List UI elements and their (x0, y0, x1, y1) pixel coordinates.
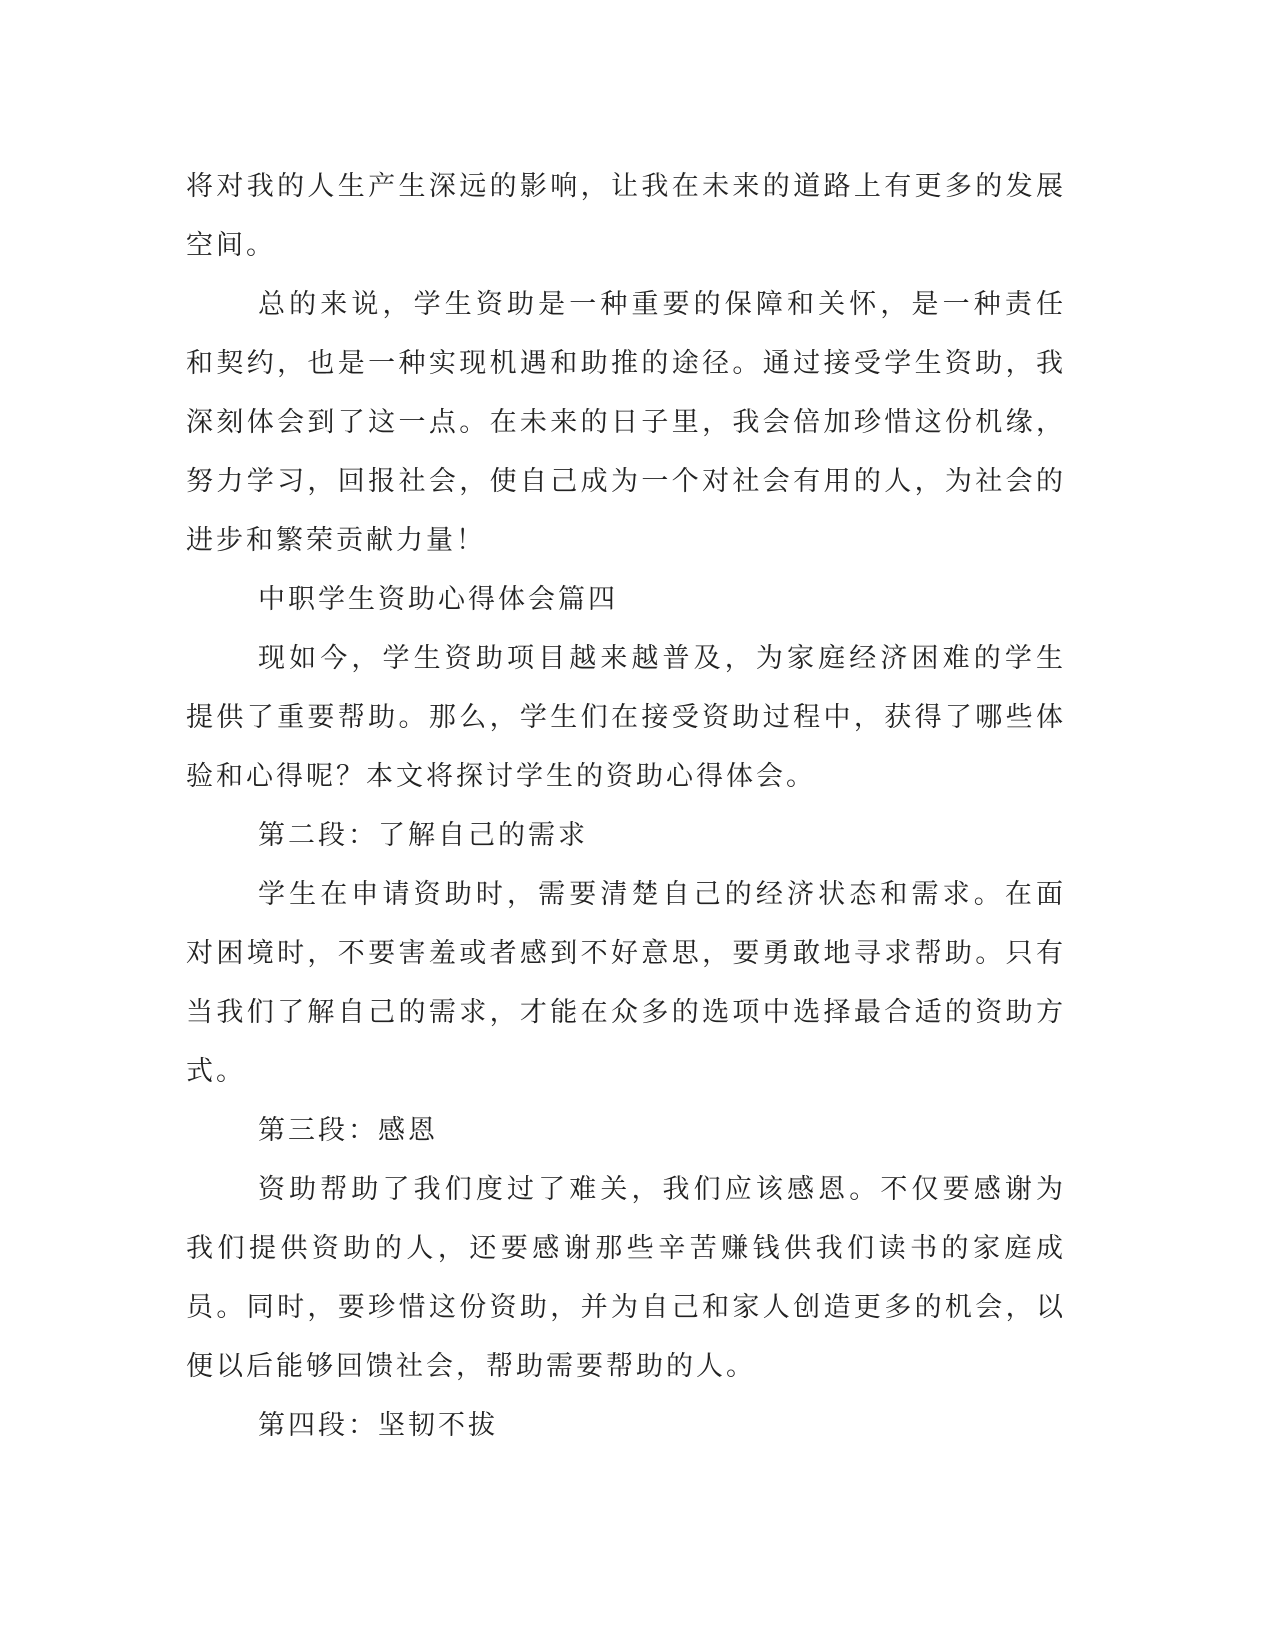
section-heading-4: 第四段：坚韧不拔 (258, 1410, 498, 1441)
document-body (186, 157, 1066, 1455)
paragraph-gratitude: 资助帮助了我们度过了难关，我们应该感恩。不仅要感谢为我们提供资助的人，还要感谢那些辛苦赚钱供我们读书的家庭成员。同时，要珍惜这份资助，并为自己和家人创造更多的机会，以便以后能够回馈社会，帮助需要帮助的人。 (186, 1174, 1066, 1382)
paragraph-summary: 总的来说，学生资助是一种重要的保障和关怀，是一种责任和契约，也是一种实现机遇和助推的途径。通过接受学生资助，我深刻体会到了这一点。在未来的日子里，我会倍加珍惜这份机缘，努力学习，回报社会，使自己成为一个对社会有用的人，为社会的进步和繁荣贡献力量！ (186, 289, 1066, 556)
section-heading-2: 第二段：了解自己的需求 (258, 820, 588, 851)
paragraph-intro: 现如今，学生资助项目越来越普及，为家庭经济困难的学生提供了重要帮助。那么，学生们在接受资助过程中，获得了哪些体验和心得呢？本文将探讨学生的资助心得体会。 (186, 643, 1066, 792)
section-heading-3: 第三段：感恩 (258, 1115, 438, 1146)
paragraph-needs: 学生在申请资助时，需要清楚自己的经济状态和需求。在面对困境时，不要害羞或者感到不好意思，要勇敢地寻求帮助。只有当我们了解自己的需求，才能在众多的选项中选择最合适的资助方式。 (186, 879, 1066, 1087)
section-title: 中职学生资助心得体会篇四 (258, 584, 618, 615)
paragraph-continuation: 将对我的人生产生深远的影响，让我在未来的道路上有更多的发展空间。 (186, 171, 1066, 261)
